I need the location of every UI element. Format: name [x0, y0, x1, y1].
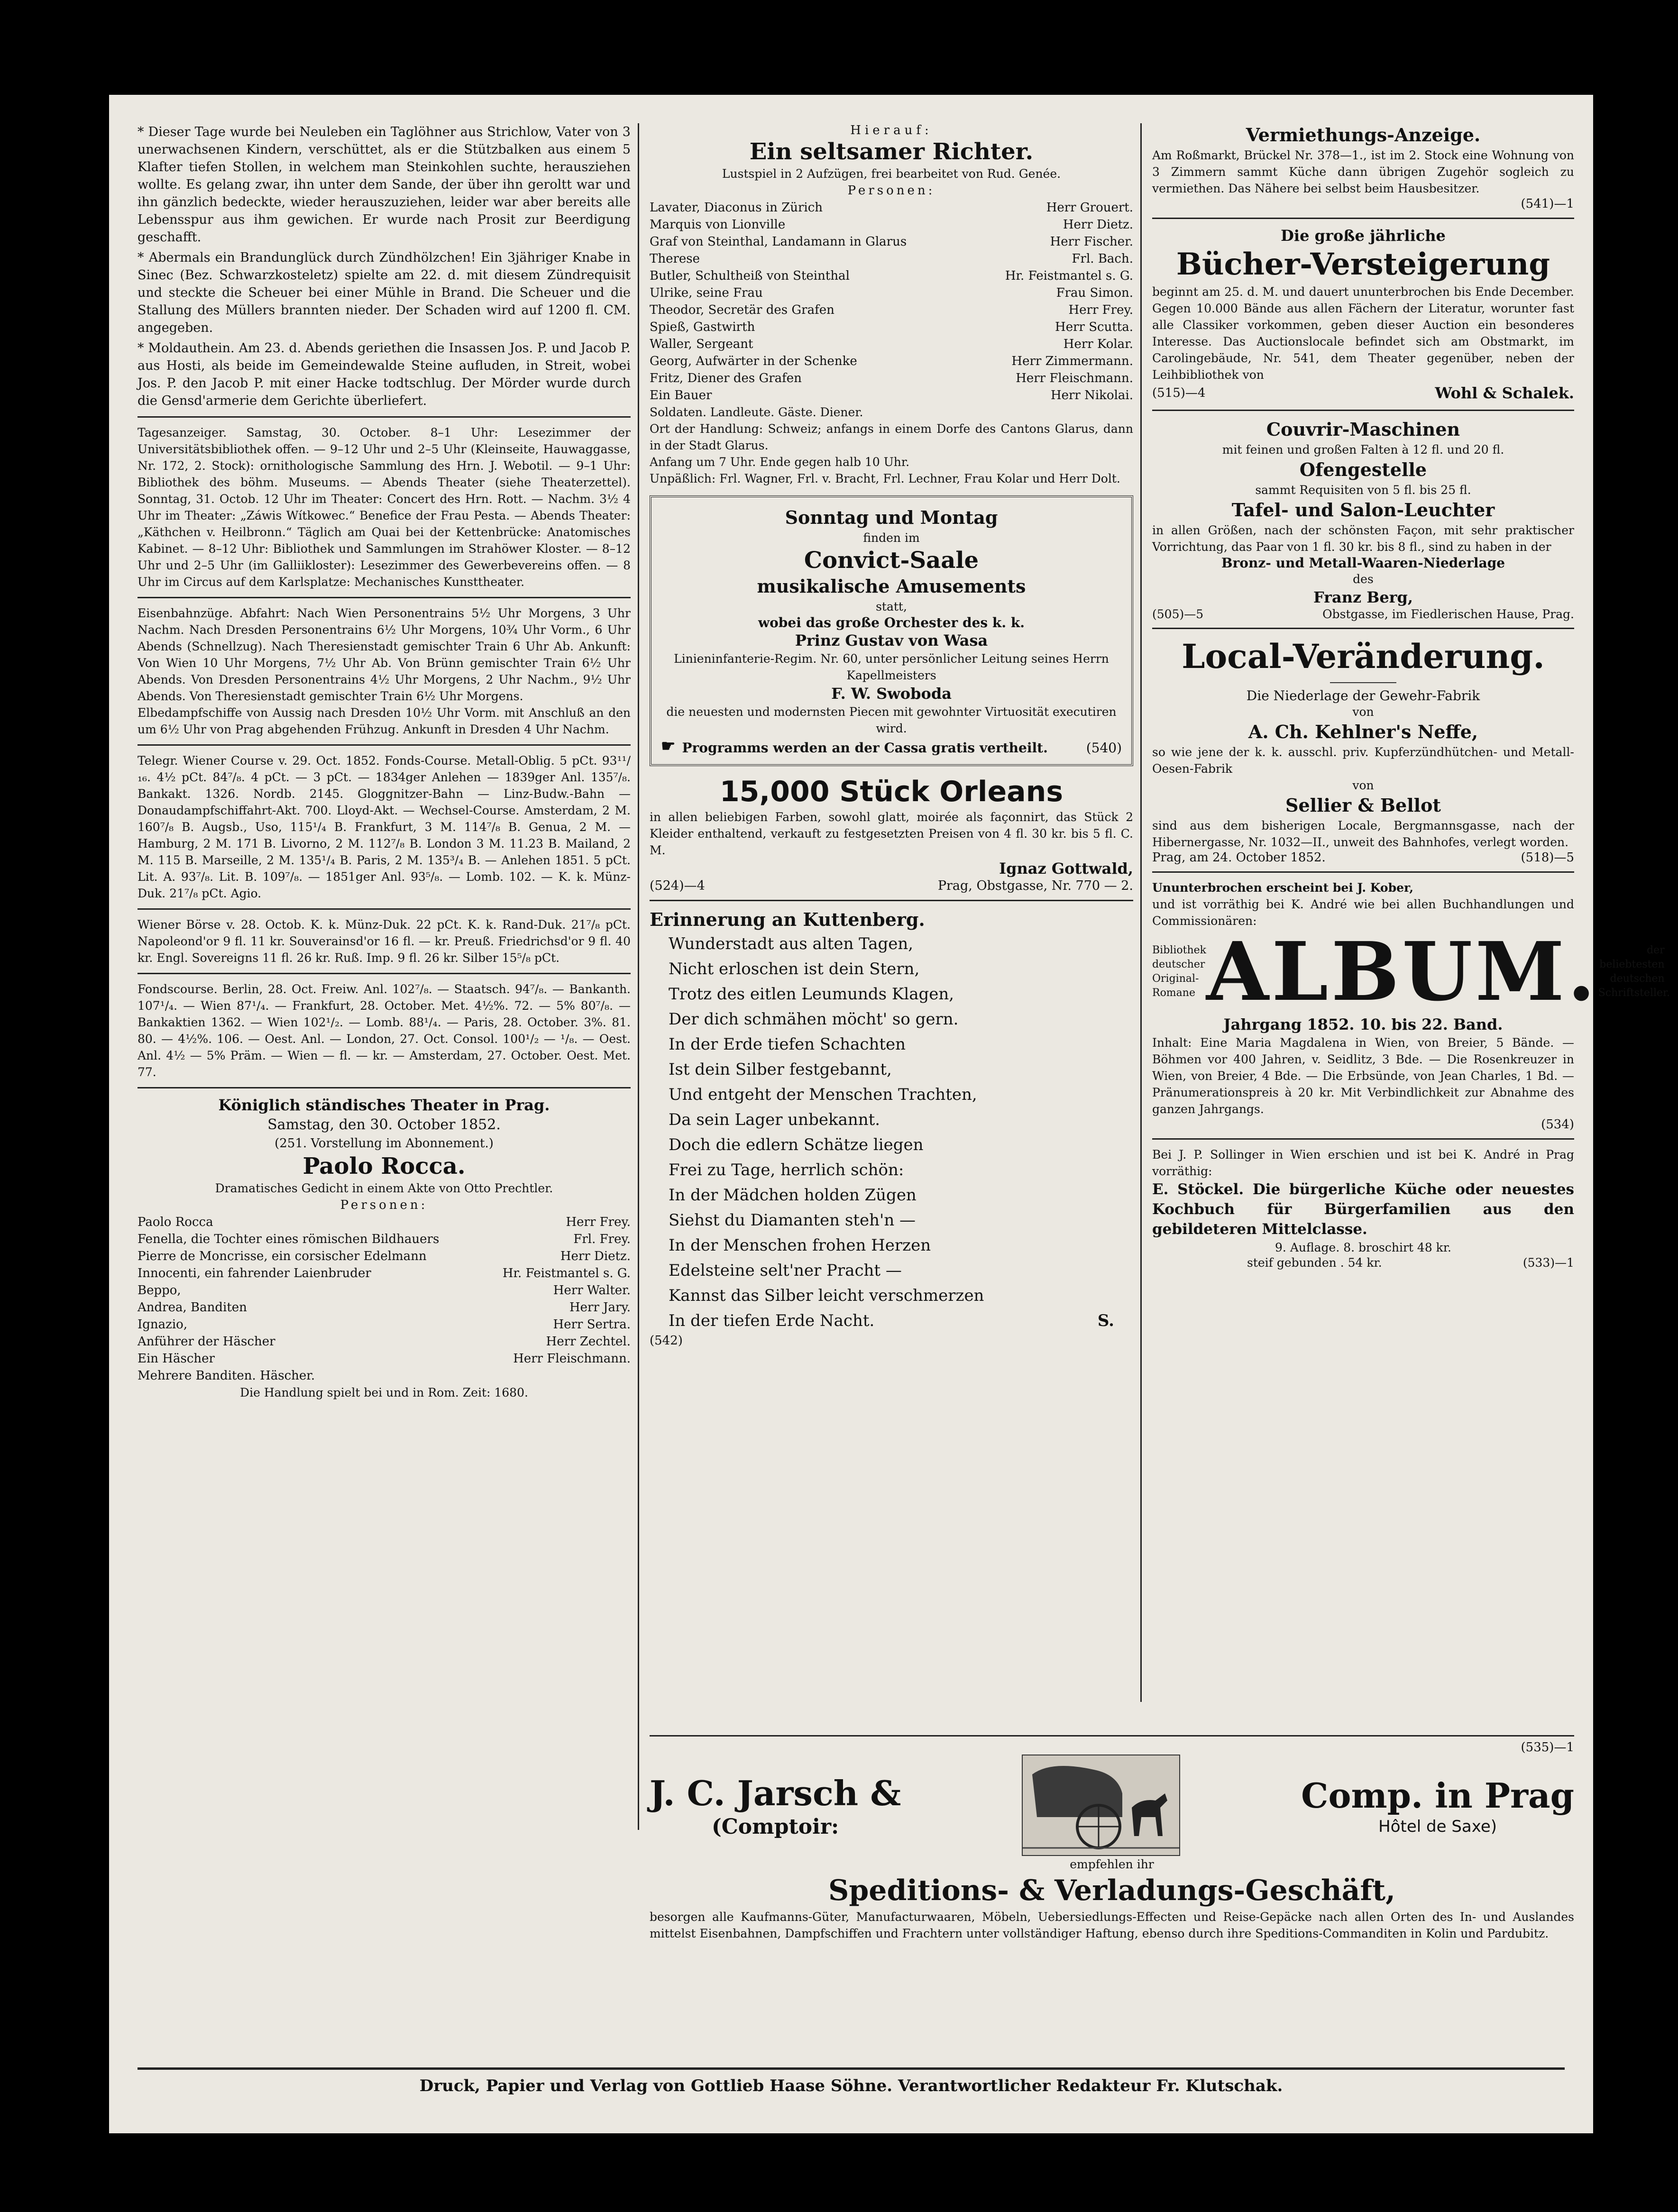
poem	[650, 908, 1133, 1348]
jarsch-text: besorgen alle Kaufmanns-Güter, Manufacturwaaren, Möbeln, Uebersiedlungs-Effecten und Reise-Gepäcke nach allen Orten des In- und Auslandes mittelst Eisenbahnen, Dampfschiffen und Frachtern unter vollständiger Haftung, ebenso durch ihre Speditions-Commanditen in Kolin und Pardubitz.	[650, 1910, 1574, 1940]
elbe-dampfschiffe: Elbedampfschiffe von Aussig nach Dresden 10½ Uhr Vorm. mit Anschluß an den um 6½ Uhr von Prag abgehenden Frühzug. Ankunft in Dresden 4 Uhr Nachm.	[138, 706, 631, 736]
hierauf-label: Hierauf:	[850, 123, 933, 137]
cast-row: Ulrike, seine Frau Frau Simon.	[650, 286, 1133, 300]
jarsch-comp: Comp. in Prag	[1301, 1775, 1574, 1816]
local-date: Prag, am 24. October 1852.	[1152, 850, 1326, 865]
cast-row: Therese Frl. Bach.	[650, 252, 1133, 266]
imprint-footer: Druck, Papier und Verlag von Gottlieb Haase Söhne. Verantwortlicher Redakteur Fr. Klutschak.	[138, 2067, 1565, 2095]
theater-head: Königlich ständisches Theater in Prag.	[218, 1096, 550, 1114]
theater-vorstellung: (251. Vorstellung im Abonnement.)	[275, 1136, 494, 1151]
buecher-title: Bücher-Versteigerung	[1176, 247, 1550, 282]
ad-number: (524)—4	[650, 878, 705, 893]
jarsch-hotel: Hôtel de Saxe)	[1378, 1817, 1497, 1836]
orleans-text: in allen beliebigen Farben, sowohl glatt, moirée als façonnirt, das Stück 2 Kleider enthaltend, verkauft zu festgesetzten Preisen von 4 fl. 30 kr. bis 5 fl. C. M.	[650, 810, 1133, 857]
cast-row: Ein Häscher Herr Fleischmann.	[138, 1352, 631, 1366]
ofengestelle-title: Ofengestelle	[1299, 459, 1427, 480]
ad-number: (505)—5	[1152, 607, 1204, 621]
leuchter-title: Tafel- und Salon-Leuchter	[1231, 499, 1495, 521]
convict-ad	[650, 495, 1133, 766]
horse-cart-image	[1022, 1755, 1180, 1856]
ad-number: (541)—1	[1521, 197, 1574, 211]
couvrir-title: Couvrir-Maschinen	[1266, 419, 1460, 440]
cast-row: Beppo, Herr Walter.	[138, 1283, 631, 1298]
kochbuch-title: E. Stöckel. Die bürgerliche Küche oder neuestes Kochbuch für Bürgerfamilien aus den gebildeteren Mittelclasse.	[1152, 1181, 1574, 1238]
cast-row: Innocenti, ein fahrender Laienbruder Hr. Feistmantel s. G.	[138, 1266, 631, 1280]
ad-number: (515)—4	[1152, 386, 1206, 400]
cast-list-paolo	[138, 1214, 631, 1384]
personen-label-richter: Personen:	[847, 183, 935, 198]
cast-row: Ein Bauer Herr Nikolai.	[650, 388, 1133, 402]
niederlage-line: Bronz- und Metall-Waaren-Niederlage	[1221, 555, 1505, 571]
poem-signature: S.	[1097, 1311, 1114, 1330]
jarsch-comptoir: (Comptoir:	[711, 1814, 839, 1839]
local-line-3: so wie jene der k. k. ausschl. priv. Kupferzündhütchen- und Metall-Oesen-Fabrik	[1152, 745, 1574, 776]
cast-row: Andrea, Banditen Herr Jary.	[138, 1300, 631, 1315]
orleans-firm: Ignaz Gottwald,	[999, 859, 1133, 877]
local-von-1: von	[1352, 705, 1374, 719]
cast-row: Lavater, Diaconus in Zürich Herr Grouert.	[650, 201, 1133, 215]
local-von-2: von	[1352, 778, 1374, 792]
convict-orchester: wobei das große Orchester des k. k.	[758, 615, 1025, 631]
cast-row: Fritz, Diener des Grafen Herr Fleischmann.	[650, 371, 1133, 385]
cast-row: Fenella, die Tochter eines römischen Bildhauers Frl. Frey.	[138, 1232, 631, 1246]
pointing-hand-icon: ☛	[661, 737, 676, 756]
news-item: * Moldauthein. Am 23. d. Abends geriethen die Insassen Jos. P. und Jacob P. aus Hosti, als beide im Gemeindewalde Steine aufluden, in Streit, wobei Jos. P. den Jacob P. mit einer Hacke todtschlug. Der Mörder wurde durch die Gensd'armerie dem Gerichte überliefert.	[138, 341, 631, 408]
franz-berg-firm: Franz Berg,	[1313, 588, 1413, 606]
album-left-text: Bibliothek deutscher Original-Romane	[1152, 944, 1206, 999]
newspaper-page	[109, 95, 1670, 2133]
convict-saale: Convict-Saale	[804, 547, 979, 574]
play-subtitle-richter: Lustspiel in 2 Aufzügen, frei bearbeitet von Rud. Genée.	[722, 167, 1061, 181]
column-rule-1	[638, 123, 639, 1830]
album-right-text: der beliebtesten deutschen Schriftsteller.	[1598, 944, 1670, 999]
unpaesslich: Unpäßlich: Frl. Wagner, Frl. v. Bracht, Frl. Lechner, Frau Kolar und Herr Dolt.	[650, 472, 1120, 485]
cast-row: Georg, Aufwärter in der Schenke Herr Zimmermann.	[650, 354, 1133, 368]
kehlner-firm: A. Ch. Kehlner's Neffe,	[1248, 721, 1478, 742]
convict-line-2: finden im	[863, 531, 920, 545]
kochbuch-intro: Bei J. P. Sollinger in Wien erschien und ist bei K. André in Prag vorräthig:	[1152, 1148, 1574, 1178]
convict-programm-row	[661, 737, 1122, 756]
orleans-title: 15,000 Stück Orleans	[719, 775, 1064, 808]
local-veraenderung-title: Local-Veränderung.	[1182, 637, 1545, 676]
album-jahrgang: Jahrgang 1852. 10. bis 22. Band.	[1223, 1015, 1503, 1033]
jarsch-ad	[650, 1735, 1574, 1942]
play-title-paolo: Paolo Rocca.	[303, 1153, 466, 1179]
leuchter-text: in allen Größen, nach der schönsten Façon, mit sehr praktischer Vorrichtung, das Paar von 1 fl. 30 kr. bis 8 fl., sind zu haben in der	[1152, 523, 1574, 554]
album-intro-2: und ist vorräthig bei K. André wie bei allen Buchhandlungen und Commissionären:	[1152, 897, 1574, 928]
jarsch-name: J. C. Jarsch &	[650, 1773, 901, 1813]
local-text: sind aus dem bisherigen Locale, Bergmannsgasse, nach der Hibernergasse, Nr. 1032—II., unweit des Bahnhofes, verlegt worden.	[1152, 819, 1574, 849]
poem-title: Erinnerung an Kuttenberg.	[650, 909, 925, 930]
tagesanzeiger: Tagesanzeiger. Samstag, 30. October. 8–1 Uhr: Lesezimmer der Universitätsbibliothek offen. — 9–12 Uhr und 2–5 Uhr (Kleinseite, Hauwaggasse, Nr. 172, 2. Stock): ornithologische Sammlung des Hrn. J. Webotil. — 9–1 Uhr: Bibliothek des böhm. Museums. — Abends Theater (siehe Theaterzettel). Sonntag, 31. Octob. 12 Uhr im Theater: Concert des Hrn. Rott. — Nachm. 3½ 4 Uhr im Theater: „Záwis Wítkowec.“ Benefice der Frau Pesta. — Abends Theater: „Käthchen v. Heilbronn.“ Täglich am Quai bei der Kettenbrücke: Anatomisches Kabinet. — 8–12 Uhr: Bibliothek und Sammlungen im Strahöwer Kloster. — 8–12 Uhr und 2–5 Uhr (im Galliikloster): Lesezimmer des Gewerbevereins offen. — 8 Uhr im Circus auf dem Karlsplatze: Mechanisches Kunsttheater.	[138, 426, 631, 589]
convict-programm: Programms werden an der Cassa gratis vertheilt.	[682, 740, 1048, 756]
jarsch-empfehlen: empfehlen ihr	[1070, 1857, 1154, 1871]
cast-row: Waller, Sergeant Herr Kolar.	[650, 337, 1133, 351]
column-rule-2	[1140, 123, 1142, 1702]
convict-line-1: Sonntag und Montag	[785, 507, 998, 528]
album-text: Inhalt: Eine Maria Magdalena in Wien, von Breier, 5 Bände. — Böhmen vor 400 Jahren, v. Seidlitz, 3 Bde. — Die Rosenkreuzer in Wien, von Breier, 4 Bde. — Die Erbsünde, von Jean Charles, 1 Bd. — Pränumerationspreis à 20 kr. Mit Verbindlichkeit zur Abnahme des ganzen Jahrgangs.	[1152, 1036, 1574, 1116]
local-line-1: Die Niederlage der Gewehr-Fabrik	[1246, 688, 1480, 704]
convict-piecen: die neuesten und modernsten Piecen mit gewohnter Virtuosität executiren wird.	[666, 705, 1117, 735]
jarsch-title: Speditions- & Verladungs-Geschäft,	[828, 1874, 1395, 1907]
handlung-note: Die Handlung spielt bei und in Rom. Zeit: 1680.	[240, 1386, 528, 1399]
ad-number: (542)	[650, 1334, 683, 1348]
cast-row: Anführer der Häscher Herr Zechtel.	[138, 1335, 631, 1349]
album-intro-1: Ununterbrochen erscheint bei J. Kober,	[1152, 881, 1414, 895]
buecher-firm: Wohl & Schalek.	[1435, 384, 1574, 402]
cast-row: Butler, Schultheiß von Steinthal Hr. Feistmantel s. G.	[650, 269, 1133, 283]
cast-row: Theodor, Secretär des Grafen Herr Frey.	[650, 303, 1133, 317]
play-title-richter: Ein seltsamer Richter.	[749, 138, 1034, 165]
ad-number: (540)	[1086, 740, 1122, 756]
personen-label: Personen:	[340, 1198, 428, 1212]
convict-prinz: Prinz Gustav von Wasa	[795, 631, 988, 649]
cast-row: Spieß, Gastwirth Herr Scutta.	[650, 320, 1133, 334]
orleans-ad	[650, 775, 1133, 893]
ad-number: (534)	[1541, 1117, 1574, 1132]
kochbuch-footer	[1152, 1256, 1574, 1270]
convict-regiment: Linieninfanterie-Regim. Nr. 60, unter persönlicher Leitung seines Herrn Kapellmeisters	[674, 652, 1109, 682]
telegr-course: Telegr. Wiener Course v. 29. Oct. 1852. Fonds-Course. Metall-Oblig. 5 pCt. 93¹¹/₁₆. 4½ pCt. 84⁷/₈. 4 pCt. — 3 pCt. — 1834ger Anlehen — 1839ger Anl. 135⁷/₈. Bankakt. 1326. Nordb. 2145. Gloggnitzer-Bahn — Linz-Budw.-Bahn — Donaudampfschiffahrt-Akt. 700. Lloyd-Akt. — Wechsel-Course. Amsterdam, 2 M. 160⁷/₈ B. Augsb., Uso, 115¹/₄ B. Frankfurt, 3 M. 114⁷/₈ B. Genua, 2 M. — Hamburg, 2 M. 171 B. Livorno, 2 M. 112⁷/₈ B. London 3 M. 11.23 B. Mailand, 2 M. 115 B. Marseille, 2 M. 135¹/₄ B. Paris, 2 M. 135³/₄ B. — Anlehen 1851. 5 pCt. Lit. A. 93⁷/₈. Lit. B. 109⁷/₈. — 1851ger Anl. 93⁵/₈. — Lomb. 102. — K. k. Münz-Duk. 21⁷/₈ pCt. Agio.	[138, 754, 631, 900]
convict-amusements: musikalische Amusements	[757, 576, 1026, 597]
poem-lines: Wunderstadt aus alten Tagen, Nicht erloschen ist dein Stern, Trotz des eitlen Leumunds Klagen, Der dich schmähen möcht' so gern. In der Erde tiefen Schachten Ist dein Silber festgebannt, Und entgeht der Menschen Trachten, Da sein Lager unbekannt. Doch die edlern Schätze liegen Frei zu Tage, herrlich schön: In der Mädchen holden Zügen Siehst du Diamanten steh'n — In der Menschen frohen Herzen Edelsteine selt'ner Pracht — Kannst das Silber leicht verschmerzen In der tiefen Erde Nacht. S.	[650, 932, 1133, 1334]
convict-swoboda: F. W. Swoboda	[831, 685, 952, 703]
couvrir-footer	[1152, 607, 1574, 621]
cast-row: Graf von Steinthal, Landamann in Glarus Herr Fischer.	[650, 235, 1133, 249]
news-item: * Abermals ein Brandunglück durch Zündhölzchen! Ein 3jähriger Knabe in Sinec (Bez. Schwarzkosteletz) spielte am 22. d. mit diesem Zündrequisit und steckte die Scheuer bei einer Mühle in Brand. Die Scheuer und die Stallung des Müllers brannten nieder. Der Schaden wird auf 1200 fl. CM. angegeben.	[138, 250, 631, 335]
news-item: * Dieser Tage wurde bei Neuleben ein Taglöhner aus Strichlow, Vater von 3 unerwachsenen Kindern, verschüttet, als er die Stützbalken aus einem 5 Klafter tiefen Stollen, in welchem man Steinkohlen suchte, herausziehen wollte. Es gelang zwar, ihn unter dem Sande, der über ihn geroltt war und ihn gänzlich bedeckte, wieder herauszuziehen, leider war aber bereits alle Lebensspur aus ihm gewichen. Er wurde nach Prosit zur Beerdigung geschafft.	[138, 125, 631, 245]
album-word: ALBUM.	[1206, 924, 1598, 1019]
vermiethung-text: Am Roßmarkt, Brückel Nr. 378—1., ist im 2. Stock eine Wohnung von 3 Zimmern sammt Küche dann übrigen Zugehör sogleich zu vermiethen. Das Nähere bei selbst beim Hausbesitzer.	[1152, 148, 1574, 195]
theater-date: Samstag, den 30. October 1852.	[267, 1116, 501, 1133]
ofengestelle-sub: sammt Requisiten von 5 fl. bis 25 fl.	[1255, 483, 1471, 497]
fondscourse: Fondscourse. Berlin, 28. Oct. Freiw. Anl. 102⁷/₈. — Staatsch. 94⁷/₈. — Bankanth. 107¹/₄. — Wien 87¹/₄. — Frankfurt, 28. October. Met. 4½%. 72. — 5% 80⁷/₈. — Bankaktien 1362. — Wien 102¹/₂. — Lomb. 88¹/₄. — Paris, 28. October. 3%. 81. 80. — 4½%. 106. — Oest. Anl. — London, 27. Oct. Consol. 100¹/₂ — ¹/₈. — Oest. Anl. 4½ — 5% Präm. — Wien — fl. — kr. — Amsterdam, 27. October. Oest. Met. 77.	[138, 982, 631, 1079]
franz-berg-address: Obstgasse, im Fiedlerischen Hause, Prag.	[1322, 607, 1574, 621]
horse-cart-icon	[1023, 1755, 1179, 1855]
album-banner	[1152, 924, 1670, 1019]
cast-row: Mehrere Banditen. Häscher.	[138, 1369, 315, 1383]
buecher-intro: Die große jährliche	[1281, 227, 1446, 245]
vermiethung-title: Vermiethungs-Anzeige.	[1246, 124, 1481, 146]
column-3	[1152, 123, 1670, 1270]
buecher-text: beginnt am 25. d. M. und dauert ununterbrochen bis Ende December. Gegen 10.000 Bände aus allen Fächern der Literatur, worunter fast alle Classiker vorkommen, geben dieser Auction ein besonderes Interesse. Das Auctionslocale befindet sich am Obstmarkt, im Carolingebäude, Nr. 541, dem Theater gegenüber, neben der Leihbibliothek von	[1152, 285, 1574, 382]
kochbuch-price-2: steif gebunden . 54 kr.	[1247, 1256, 1382, 1270]
cast-row: Marquis von Lionville Herr Dietz.	[650, 218, 1133, 232]
anfang-ende: Anfang um 7 Uhr. Ende gegen halb 10 Uhr.	[650, 455, 910, 469]
couvrir-sub: mit feinen und großen Falten à 12 fl. und 20 fl.	[1222, 443, 1504, 457]
convict-statt: statt,	[876, 600, 907, 613]
kochbuch-price-1: 9. Auflage. 8. broschirt 48 kr.	[1275, 1241, 1451, 1254]
des-line: des	[1353, 572, 1374, 586]
ad-number: (535)—1	[1521, 1740, 1574, 1755]
cast-list-richter	[650, 199, 1133, 404]
cast-row: Pierre de Moncrisse, ein corsischer Edelmann Herr Dietz.	[138, 1249, 631, 1263]
eisenbahn-zuege: Eisenbahnzüge. Abfahrt: Nach Wien Personentrains 5½ Uhr Morgens, 3 Uhr Nachm. Nach Dresden Personentrains 6½ Uhr Morgens, 10¾ Uhr Vorm., 6 Uhr Abends (Schnellzug). Nach Theresienstadt gemischter Train 6 Uhr Ab. Ankunft: Von Wien 10 Uhr Morgens, 7½ Uhr Ab. Von Brünn gemischter Train 6½ Uhr Abends. Von Dresden Personentrains 4½ Uhr Morgens, 2 Uhr Nachm., 9½ Uhr Abends. Von Theresienstadt gemischter Train 6½ Uhr Morgens.	[138, 606, 631, 703]
column-2	[650, 123, 1133, 1348]
local-footer	[1152, 850, 1574, 865]
play-subtitle: Dramatisches Gedicht in einem Akte von Otto Prechtler.	[215, 1181, 553, 1195]
cast-row: Paolo Rocca Herr Frey.	[138, 1215, 631, 1229]
ad-number: (533)—1	[1522, 1256, 1574, 1270]
column-1	[138, 123, 631, 1401]
ort-der-handlung: Ort der Handlung: Schweiz; anfangs in einem Dorfe des Cantons Glarus, dann in der Stadt Glarus.	[650, 422, 1133, 452]
buecher-footer	[1152, 383, 1574, 403]
sellier-bellot-firm: Sellier & Bellot	[1285, 795, 1441, 816]
wiener-boerse: Wiener Börse v. 28. Octob. K. k. Münz-Duk. 22 pCt. K. k. Rand-Duk. 21⁷/₈ pCt. Napoleond'or 9 fl. 11 kr. Souverainsd'or 16 fl. — kr. Preuß. Friedrichsd'or 9 fl. 40 kr. Engl. Sovereigns 11 fl. 26 kr. Ruß. Imp. 9 fl. 26 kr. Silber 15⁵/₈ pCt.	[138, 918, 631, 965]
ad-number: (518)—5	[1521, 850, 1574, 865]
cast-row: Ignazio, Herr Sertra.	[138, 1317, 631, 1332]
soldaten-line: Soldaten. Landleute. Gäste. Diener.	[650, 405, 863, 419]
orleans-address: Prag, Obstgasse, Nr. 770 — 2.	[937, 878, 1133, 893]
jarsch-banner	[650, 1755, 1574, 1856]
orleans-footer	[650, 878, 1133, 893]
